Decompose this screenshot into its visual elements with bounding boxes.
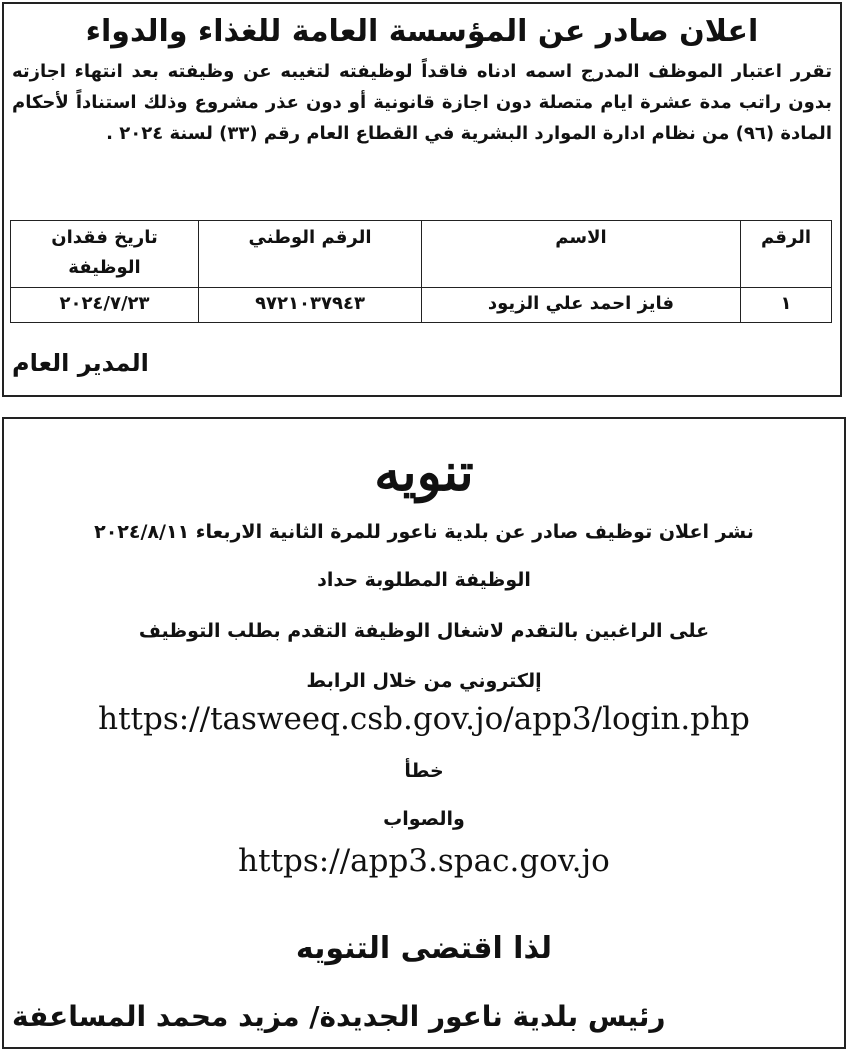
col-header-national-id: الرقم الوطني [199,221,422,288]
cell-name: فايز احمد علي الزيود [422,288,741,323]
col-header-name: الاسم [422,221,741,288]
notice-signature: رئيس بلدية ناعور الجديدة/ مزيد محمد المساعفة [12,1000,666,1033]
employee-table [10,220,832,323]
wrong-url: https://tasweeq.csb.gov.jo/app3/login.php [98,701,750,737]
notice-line-3: على الراغبين بالتقدم لاشغال الوظيفة التقدم بطلب التوظيف [138,620,710,642]
notice-line-4: إلكتروني من خلال الرابط [306,670,542,692]
col-header-number: الرقم [741,221,832,288]
notice-box [2,417,846,1049]
wrong-label: خطأ [404,760,444,782]
announcement-title: اعلان صادر عن المؤسسة العامة للغذاء والدواء [85,14,759,49]
announcement-body: تقرر اعتبار الموظف المدرج اسمه ادناه فاقداً لوظيفته لتغيبه عن وظيفته بعد انتهاء اجازته بدون راتب مدة عشرة ايام متصلة دون اجازة قانونية أو دون عذر مشروع وذلك استناداً لأحكام المادة (٩٦) من نظام ادارة الموارد البشرية في القطاع العام رقم (٣٣) لسنة ٢٠٢٤ . [12,61,832,144]
notice-closing: لذا اقتضى التنويه [295,931,553,966]
cell-number: ١ [741,288,832,323]
table-header-row [11,221,832,288]
cell-national-id: ٩٧٢١٠٣٧٩٤٣ [199,288,422,323]
notice-line-1: نشر اعلان توظيف صادر عن بلدية ناعور للمرة الثانية الاربعاء ٢٠٢٤/٨/١١ [94,521,754,543]
notice-line-2: الوظيفة المطلوبة حداد [317,569,531,591]
correct-label: والصواب [383,808,465,830]
col-header-loss-date: تاريخ فقدان الوظيفة [11,221,199,288]
announcement-box [2,2,842,397]
cell-loss-date: ٢٠٢٤/٧/٢٣ [11,288,199,323]
notice-title: تنويه [374,442,474,503]
announcement-signature: المدير العام [12,349,149,377]
correct-url: https://app3.spac.gov.jo [238,843,610,879]
table-row [11,288,832,323]
